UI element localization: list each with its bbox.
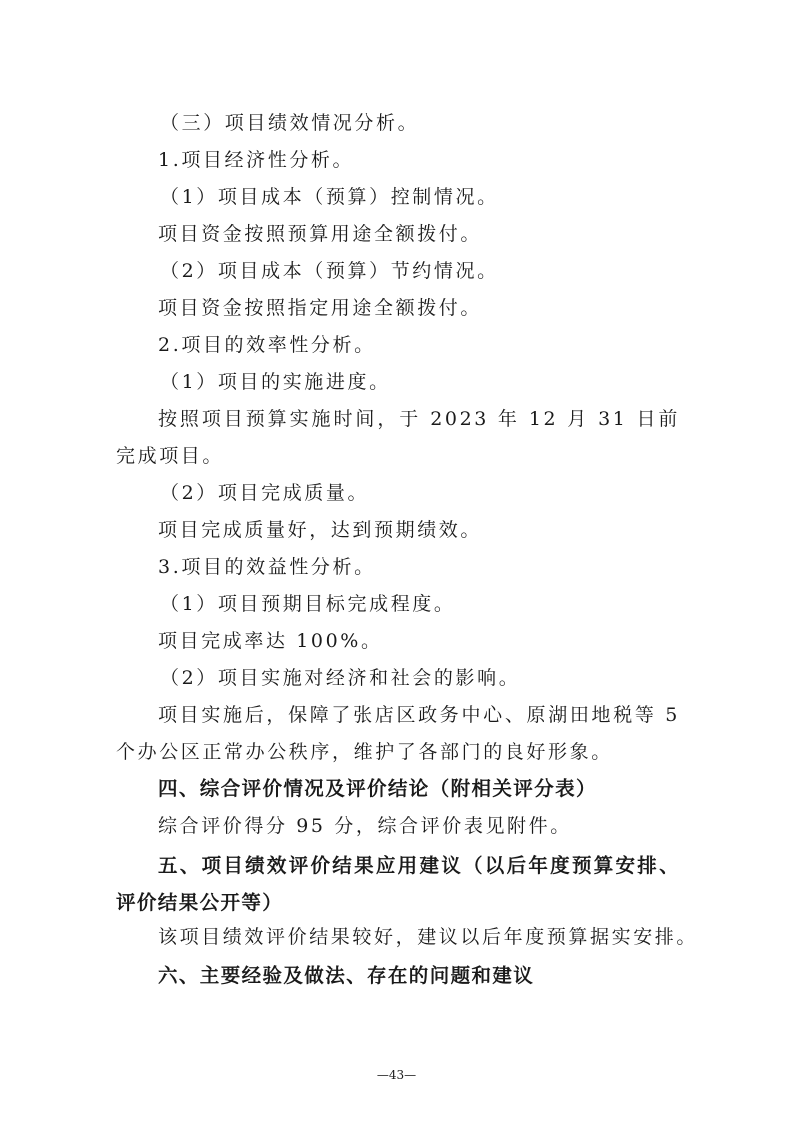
paragraph-completion-quality: 项目完成质量好，达到预期绩效。: [158, 519, 483, 541]
item-goal-completion: （1）项目预期目标完成程度。: [160, 593, 456, 615]
paragraph-economic-social-impact: 项目实施后，保障了张店区政务中心、原湖田地税等 5 个办公区正常办公秩序，维护了各部门的良好形象。: [116, 704, 680, 763]
subsection-efficiency-analysis: 2.项目的效率性分析。: [158, 334, 376, 356]
paragraph-result-application: 该项目绩效评价结果较好，建议以后年度预算据实安排。: [158, 926, 699, 948]
item-cost-saving: （2）项目成本（预算）节约情况。: [160, 260, 499, 282]
subsection-economy-analysis: 1.项目经济性分析。: [158, 149, 355, 171]
item-completion-quality: （2）项目完成质量。: [160, 482, 370, 504]
item-economic-social-impact: （2）项目实施对经济和社会的影响。: [160, 667, 521, 689]
paragraph-goal-completion: 项目完成率达 100%。: [158, 630, 383, 652]
section-heading-experience-issues: 六、主要经验及做法、存在的问题和建议: [158, 964, 535, 987]
section-heading-result-application: 五、项目绩效评价结果应用建议（以后年度预算安排、评价结果公开等）: [116, 854, 680, 914]
paragraph-overall-score: 综合评价得分 95 分，综合评价表见附件。: [158, 815, 572, 837]
paragraph-implementation-progress: 按照项目预算实施时间，于 2023 年 12 月 31 日前完成项目。: [116, 408, 680, 467]
subsection-benefit-analysis: 3.项目的效益性分析。: [158, 556, 376, 578]
item-cost-control: （1）项目成本（预算）控制情况。: [160, 186, 499, 208]
page-number: —43—: [376, 1068, 417, 1082]
section-heading-performance-analysis: （三）项目绩效情况分析。: [160, 112, 420, 134]
paragraph-cost-saving: 项目资金按照指定用途全额拨付。: [158, 297, 483, 319]
section-heading-overall-evaluation: 四、综合评价情况及评价结论（附相关评分表）: [158, 777, 597, 800]
item-implementation-progress: （1）项目的实施进度。: [160, 371, 391, 393]
paragraph-cost-control: 项目资金按照预算用途全额拨付。: [158, 223, 483, 245]
